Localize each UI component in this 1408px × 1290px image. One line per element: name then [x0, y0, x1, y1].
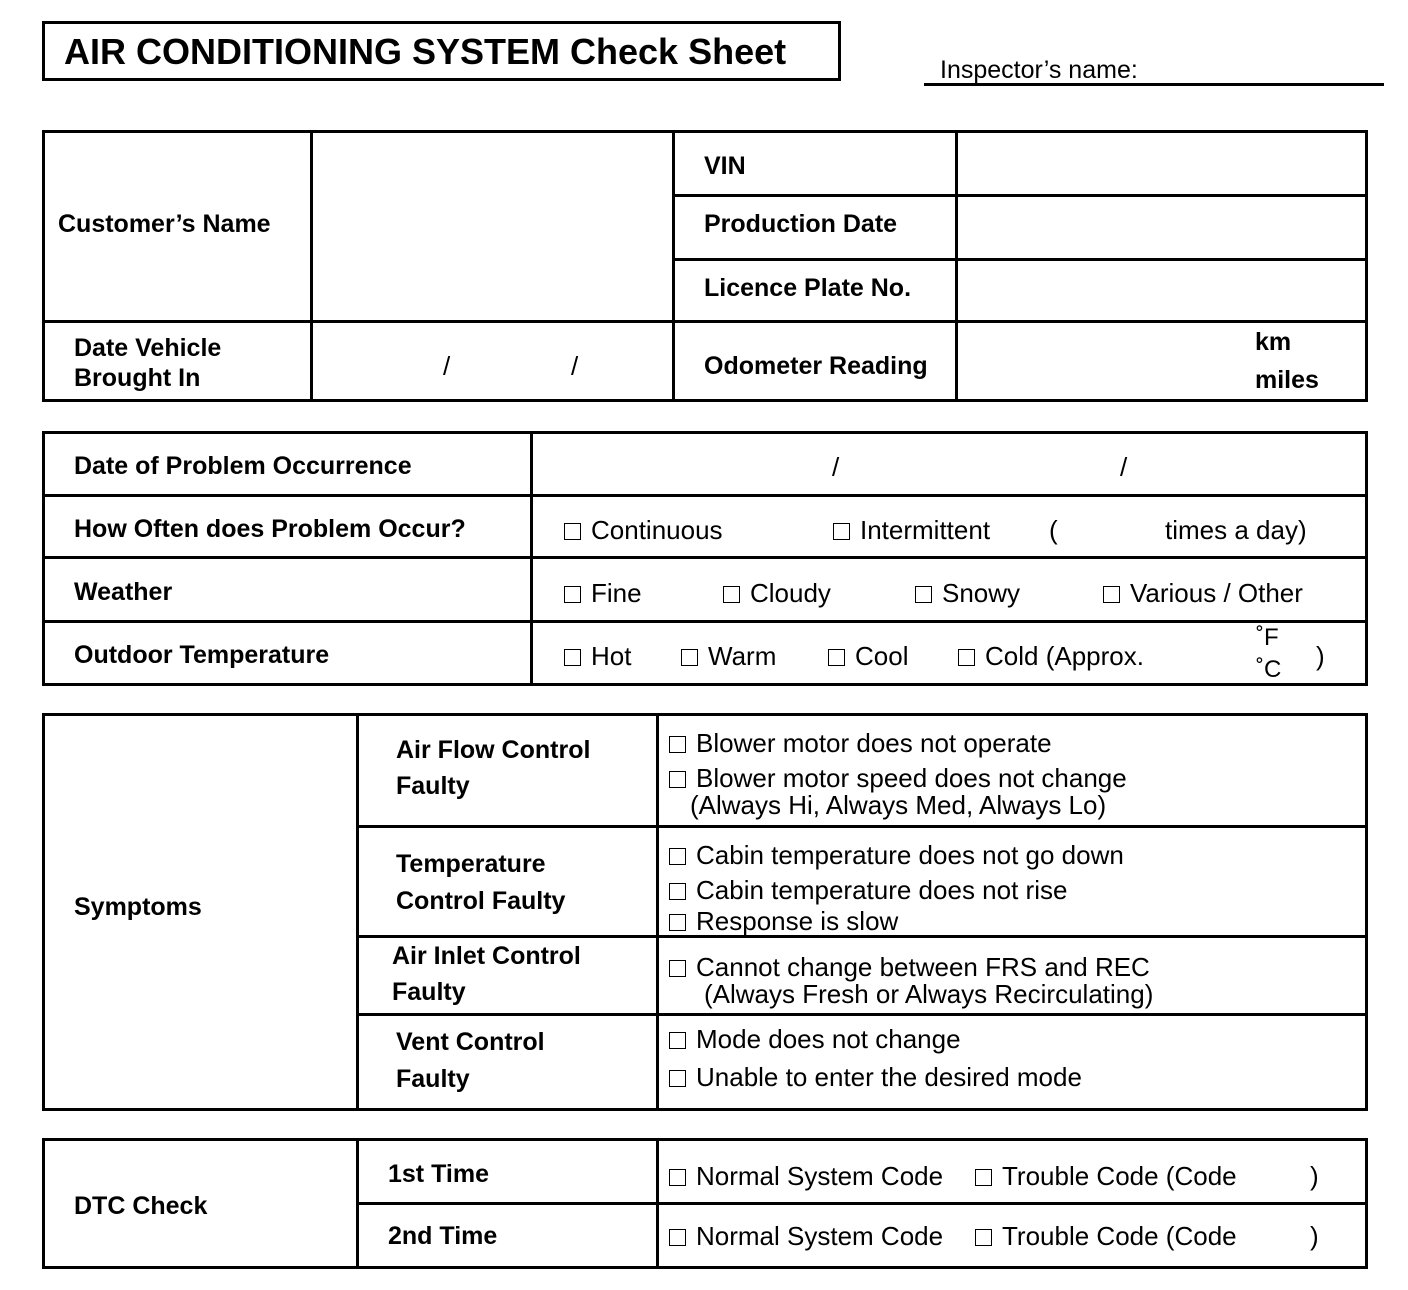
date-separator: / — [832, 452, 840, 482]
option-cool[interactable]: Cool — [828, 643, 908, 669]
option-trouble-code[interactable]: Trouble Code (Code — [975, 1163, 1237, 1189]
times-open-paren: ( — [1049, 515, 1058, 545]
divider — [356, 1013, 1368, 1016]
checkbox[interactable] — [669, 736, 686, 753]
times-a-day-text: times a day) — [1165, 515, 1307, 545]
odometer-label: Odometer Reading — [704, 352, 928, 380]
page-title: AIR CONDITIONING SYSTEM Check Sheet — [64, 31, 787, 72]
checkbox[interactable] — [723, 586, 740, 603]
inspector-name-field[interactable] — [924, 83, 1384, 86]
licence-plate-field[interactable] — [959, 262, 1364, 318]
symptom-response-slow[interactable]: Response is slow — [669, 908, 898, 934]
production-date-label: Production Date — [704, 210, 898, 238]
divider — [955, 130, 958, 402]
unit-miles: miles — [1255, 366, 1319, 394]
option-fine[interactable]: Fine — [564, 580, 642, 606]
unit-fahrenheit: ˚F — [1256, 624, 1279, 651]
vin-label: VIN — [704, 152, 746, 180]
checkbox[interactable] — [564, 649, 581, 666]
unit-km: km — [1255, 328, 1292, 356]
checkbox[interactable] — [975, 1229, 992, 1246]
option-warm[interactable]: Warm — [681, 643, 776, 669]
vin-field[interactable] — [959, 134, 1364, 192]
divider — [42, 620, 1368, 623]
checkbox[interactable] — [1103, 586, 1120, 603]
divider — [42, 320, 1368, 323]
dtc-close-paren: ) — [1310, 1161, 1319, 1191]
divider — [672, 258, 1368, 261]
customer-name-field[interactable] — [314, 134, 670, 318]
divider — [356, 1202, 1368, 1205]
unit-celsius: ˚C — [1256, 656, 1282, 683]
outdoor-temperature-label: Outdoor Temperature — [74, 641, 330, 669]
option-cold[interactable]: Cold (Approx. — [958, 643, 1144, 669]
symptom-unable-enter-mode[interactable]: Unable to enter the desired mode — [669, 1064, 1082, 1090]
option-hot[interactable]: Hot — [564, 643, 631, 669]
checkbox[interactable] — [975, 1169, 992, 1186]
checkbox[interactable] — [833, 523, 850, 540]
symptom-blower-not-operate[interactable]: Blower motor does not operate — [669, 730, 1052, 756]
divider — [42, 556, 1368, 559]
date-separator: / — [443, 351, 451, 381]
checkbox[interactable] — [669, 1032, 686, 1049]
option-trouble-code[interactable]: Trouble Code (Code — [975, 1223, 1237, 1249]
symptom-note: (Always Hi, Always Med, Always Lo) — [690, 790, 1107, 820]
checkbox[interactable] — [669, 960, 686, 977]
symptom-group-label: Control Faulty — [396, 887, 566, 915]
odometer-field[interactable] — [959, 324, 1239, 398]
symptom-group-label: Air Flow Control — [396, 736, 591, 764]
divider — [356, 825, 1368, 828]
frequency-label: How Often does Problem Occur? — [74, 515, 466, 543]
dtc-row-label: 2nd Time — [388, 1222, 498, 1250]
option-snowy[interactable]: Snowy — [915, 580, 1020, 606]
dtc-close-paren: ) — [1310, 1221, 1319, 1251]
symptom-cabin-temp-not-down[interactable]: Cabin temperature does not go down — [669, 842, 1124, 868]
symptom-group-label: Faulty — [396, 772, 470, 800]
checkbox[interactable] — [669, 1229, 686, 1246]
checkbox[interactable] — [669, 883, 686, 900]
checkbox[interactable] — [681, 649, 698, 666]
symptom-group-label: Faulty — [396, 1065, 470, 1093]
checkbox[interactable] — [669, 1169, 686, 1186]
checkbox[interactable] — [669, 848, 686, 865]
date-separator: / — [1120, 452, 1128, 482]
symptom-cannot-change-frs-rec[interactable]: Cannot change between FRS and REC — [669, 954, 1150, 980]
divider — [310, 130, 313, 402]
symptom-group-label: Air Inlet Control — [392, 942, 581, 970]
symptom-group-label: Faulty — [392, 978, 466, 1006]
symptom-group-label: Vent Control — [396, 1028, 545, 1056]
option-intermittent[interactable]: Intermittent — [833, 517, 990, 543]
divider — [42, 494, 1368, 497]
divider — [656, 713, 659, 1111]
symptom-group-label: Temperature — [396, 850, 546, 878]
option-normal-system-code[interactable]: Normal System Code — [669, 1163, 943, 1189]
licence-plate-label: Licence Plate No. — [704, 274, 912, 302]
divider — [356, 713, 359, 1111]
symptom-cabin-temp-not-rise[interactable]: Cabin temperature does not rise — [669, 877, 1067, 903]
option-various-other[interactable]: Various / Other — [1103, 580, 1303, 606]
checkbox[interactable] — [564, 586, 581, 603]
date-separator: / — [571, 351, 579, 381]
checkbox[interactable] — [958, 649, 975, 666]
customer-name-label: Customer’s Name — [58, 210, 271, 238]
date-brought-in-label: Date Vehicle — [74, 334, 222, 362]
date-brought-in-label: Brought In — [74, 364, 201, 392]
checkbox[interactable] — [669, 771, 686, 788]
problem-date-label: Date of Problem Occurrence — [74, 452, 412, 480]
symptom-mode-not-change[interactable]: Mode does not change — [669, 1026, 961, 1052]
checkbox[interactable] — [669, 1070, 686, 1087]
option-cloudy[interactable]: Cloudy — [723, 580, 831, 606]
symptoms-label: Symptoms — [74, 893, 202, 921]
checkbox[interactable] — [828, 649, 845, 666]
production-date-field[interactable] — [959, 198, 1364, 256]
weather-label: Weather — [74, 578, 173, 606]
checkbox[interactable] — [669, 914, 686, 931]
option-normal-system-code[interactable]: Normal System Code — [669, 1223, 943, 1249]
temp-close-paren: ) — [1316, 641, 1325, 671]
inspector-name-label: Inspector’s name: — [940, 56, 1138, 84]
divider — [672, 194, 1368, 197]
checkbox[interactable] — [915, 586, 932, 603]
symptom-note: (Always Fresh or Always Recirculating) — [704, 979, 1154, 1009]
symptom-blower-speed-no-change[interactable]: Blower motor speed does not change — [669, 765, 1127, 791]
checkbox[interactable] — [564, 523, 581, 540]
dtc-check-label: DTC Check — [74, 1192, 208, 1220]
dtc-row-label: 1st Time — [388, 1160, 489, 1188]
divider — [672, 130, 675, 402]
option-continuous[interactable]: Continuous — [564, 517, 723, 543]
